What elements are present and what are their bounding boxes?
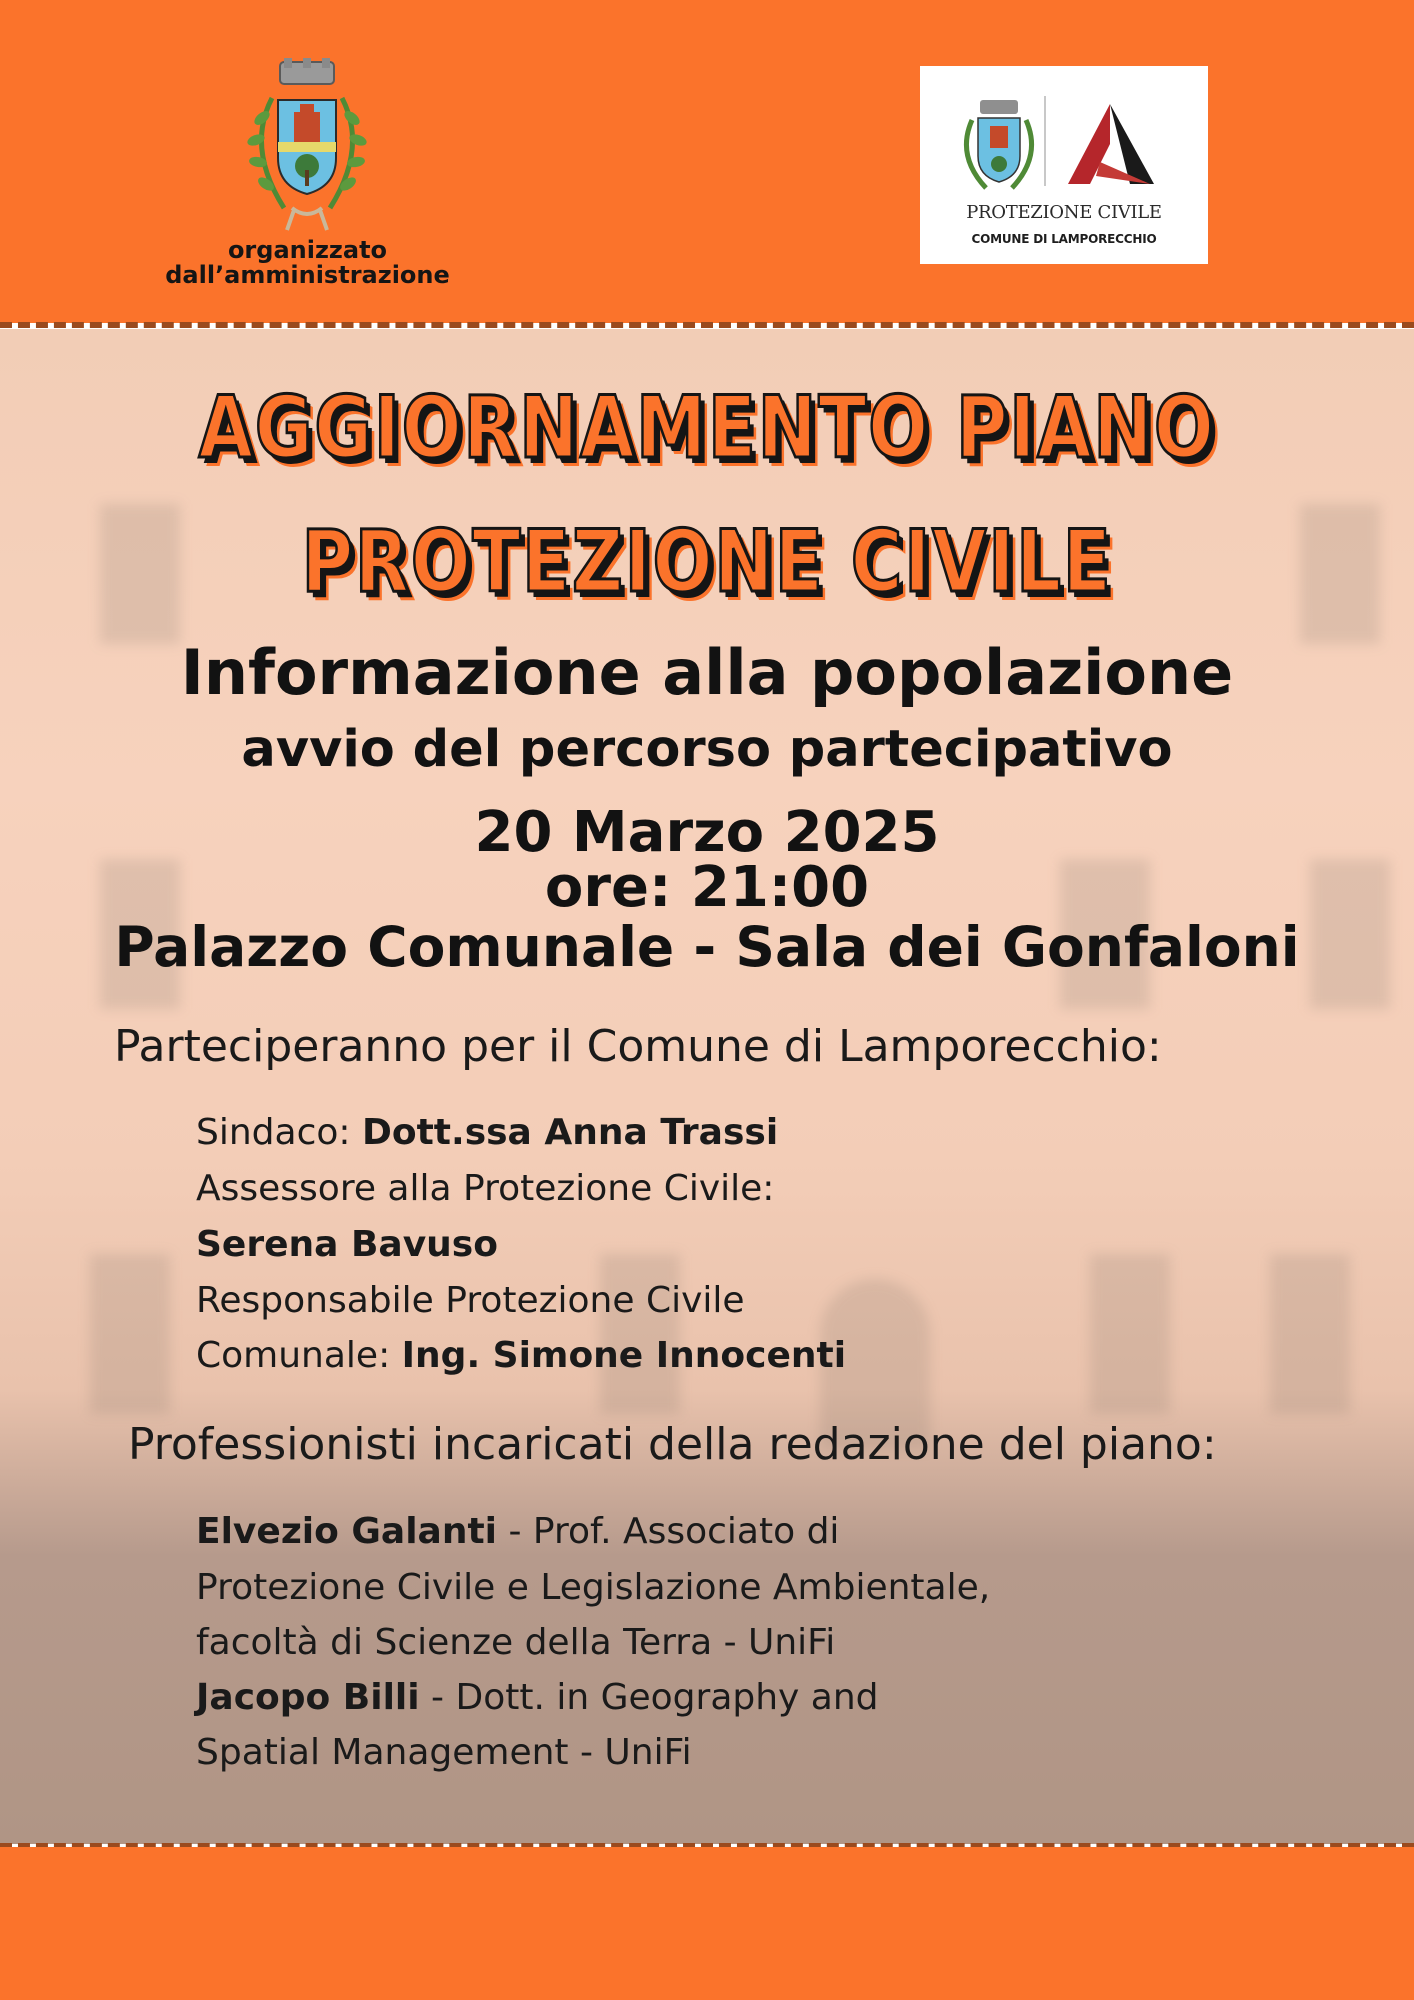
mayor-line: Sindaco: Dott.ssa Anna Trassi: [196, 1112, 779, 1153]
mayor-name: Dott.ssa Anna Trassi: [361, 1112, 779, 1153]
professional-2-name: Jacopo Billi: [196, 1677, 420, 1718]
professional-1-name: Elvezio Galanti: [196, 1511, 498, 1552]
organizer-text: organizzato dall’amministrazione: [165, 236, 450, 289]
event-location: Palazzo Comunale - Sala dei Gonfaloni: [114, 915, 1300, 979]
manager-line: Comunale: Ing. Simone Innocenti: [196, 1335, 847, 1376]
protezione-civile-triangle-icon: [1060, 100, 1160, 190]
event-time: ore: 21:00: [544, 855, 870, 920]
participants-heading: Parteciperanno per il Comune di Lamporecchio:: [114, 1021, 1162, 1072]
professional-1-line-3: facoltà di Scienze della Terra - UniFi: [196, 1622, 836, 1663]
manager-label: Responsabile Protezione Civile: [196, 1280, 745, 1321]
logo-title: PROTEZIONE CIVILE: [966, 202, 1162, 223]
protezione-civile-logo: [920, 66, 1208, 264]
manager-name: Ing. Simone Innocenti: [401, 1335, 847, 1376]
footer-band: [0, 1847, 1414, 2000]
event-date: 20 Marzo 2025: [474, 800, 940, 865]
professional-2-line-2: Spatial Management - UniFi: [196, 1732, 692, 1773]
professional-1-line-1: Elvezio Galanti - Prof. Associato di: [196, 1511, 840, 1552]
event-description: avvio del percorso partecipativo: [241, 720, 1173, 779]
professional-2-line-1: Jacopo Billi - Dott. in Geography and: [196, 1677, 879, 1718]
main-title-line-2: PROTEZIONE CIVILE: [301, 512, 1113, 612]
header-divider: [0, 322, 1414, 328]
professional-1-line-2: Protezione Civile e Legislazione Ambientale,: [196, 1567, 991, 1608]
main-title-line-1: AGGIORNAMENTO PIANO: [198, 378, 1216, 478]
logo-separator: [1044, 96, 1046, 186]
professionals-heading: Professionisti incaricati della redazione del piano:: [128, 1419, 1217, 1470]
event-subtitle: Informazione alla popolazione: [180, 636, 1234, 709]
municipal-crest-logo: [232, 58, 382, 238]
logo-subtitle: COMUNE DI LAMPORECCHIO: [971, 232, 1157, 246]
assessor-label: Assessore alla Protezione Civile:: [196, 1168, 775, 1209]
lamporecchio-crest-icon: [954, 96, 1044, 196]
assessor-name: Serena Bavuso: [196, 1224, 498, 1265]
